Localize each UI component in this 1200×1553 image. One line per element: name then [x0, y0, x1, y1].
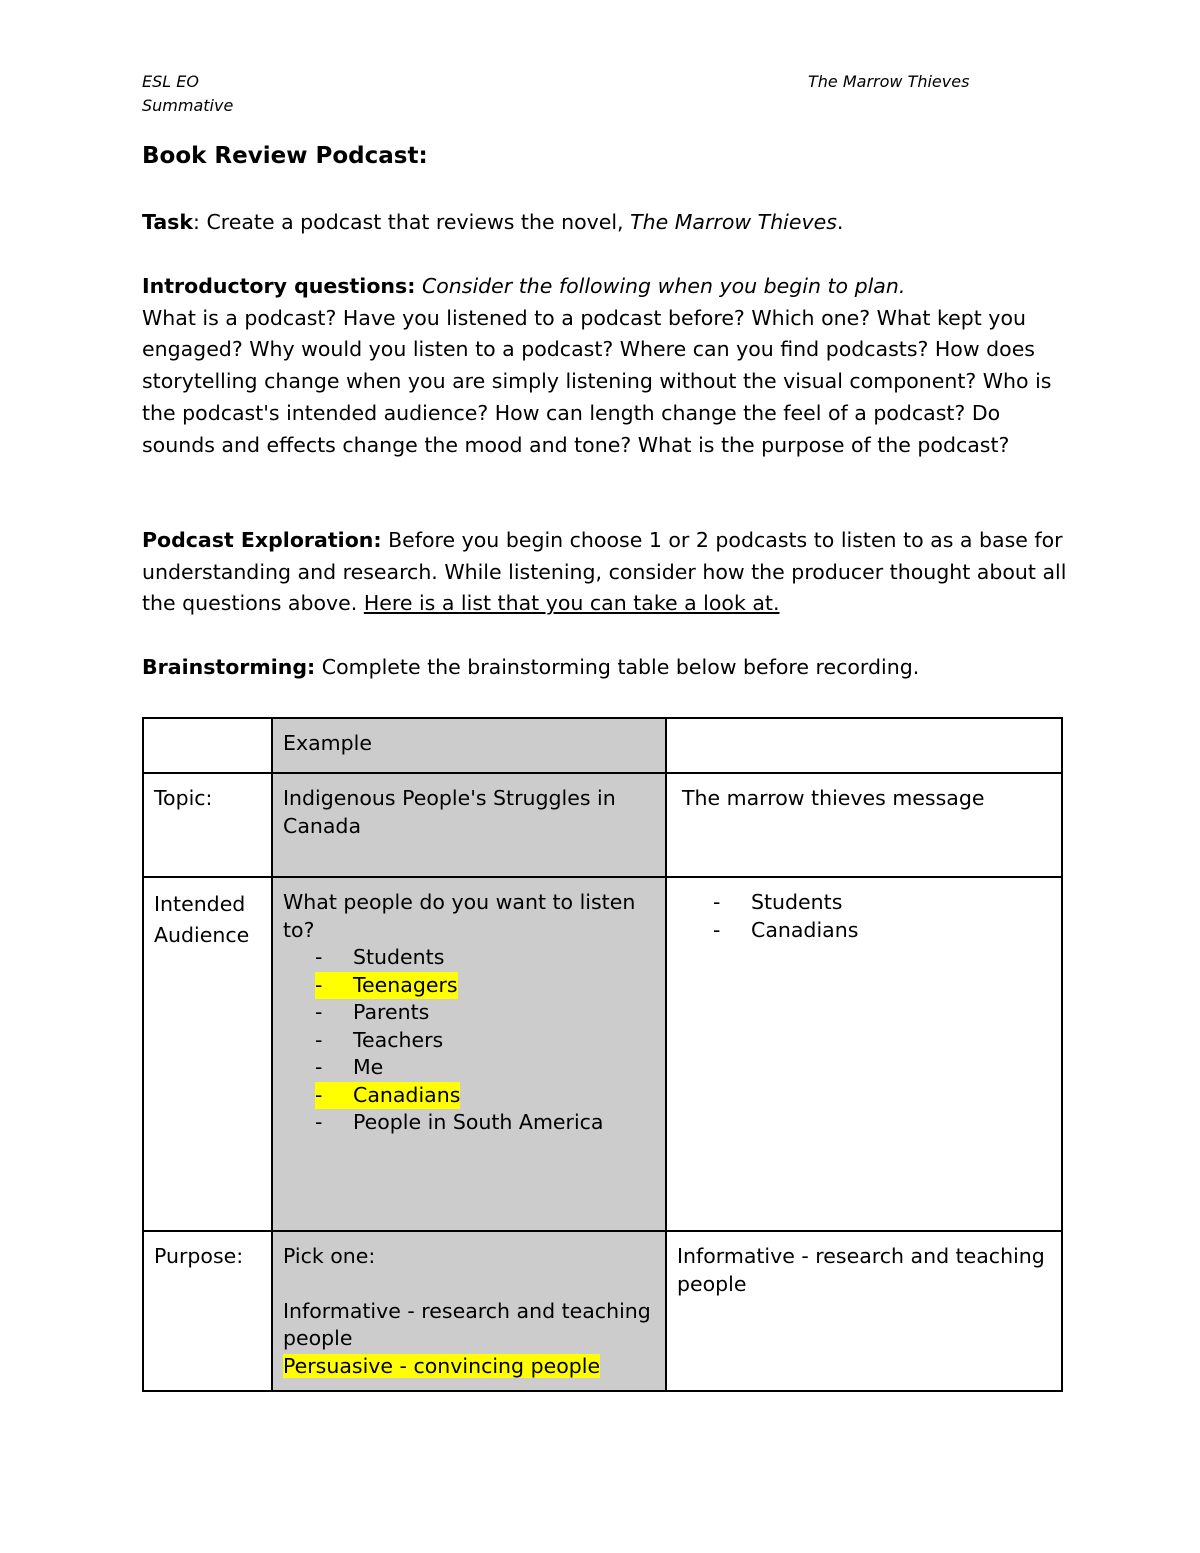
- exploration-paragraph: [142, 525, 1072, 620]
- brainstorming-table: [142, 717, 1063, 1392]
- exploration-text: Before you begin choose 1 or 2 podcasts to listen to as a base for understanding and research. While listening, consider how the producer thought about all the questions above.: [142, 528, 1067, 616]
- intro-label: Introductory questions:: [142, 274, 416, 298]
- audience-row: [143, 877, 1062, 1231]
- table-header-row: [143, 718, 1062, 773]
- intro-paragraph: [142, 271, 1072, 461]
- audience-example-list: [283, 944, 655, 1137]
- list-item: - Parents: [315, 1000, 430, 1024]
- audience-example: [272, 877, 666, 1231]
- task-paragraph: [142, 207, 1072, 239]
- list-item: - Teenagers: [315, 972, 655, 1000]
- list-item: - Students: [713, 890, 843, 914]
- exploration-label: Podcast Exploration:: [142, 528, 382, 552]
- list-item: - Teachers: [315, 1027, 444, 1052]
- header-cell-answer[interactable]: [666, 718, 1062, 773]
- purpose-example: [272, 1231, 666, 1391]
- topic-label: Topic:: [143, 773, 272, 877]
- topic-answer[interactable]: The marrow thieves message: [666, 773, 1062, 877]
- topic-example: Indigenous People's Struggles in Canada: [272, 773, 666, 877]
- assessment-type: Summative: [142, 96, 234, 115]
- purpose-label: Purpose:: [143, 1231, 272, 1391]
- header-right: The Marrow Thieves: [808, 72, 970, 91]
- podcast-list-link[interactable]: Here is a list that you can take a look at.: [363, 591, 780, 616]
- list-item: - Canadians: [315, 1082, 655, 1110]
- list-item: - Me: [315, 1055, 384, 1079]
- audience-answer-list: [677, 889, 1051, 944]
- course-code: ESL EO: [142, 72, 199, 91]
- task-novel-title: The Marrow Thieves: [630, 210, 837, 234]
- audience-example-prompt: What people do you want to listen to?: [283, 890, 636, 942]
- brainstorming-text: Complete the brainstorming table below before recording.: [315, 655, 920, 679]
- intro-instruction: Consider the following when you begin to plan.: [415, 274, 906, 298]
- intro-questions: What is a podcast? Have you listened to a podcast before? Which one? What kept you engaged? Why would you listen to a podcast? Where can you find podcasts? How does storytelling change when you are simply listening without the visual component? Who is the podcast's intended audience? How can length change the feel of a podcast? Do sounds and effects change the mood and tone? What is the purpose of the podcast?: [142, 305, 1052, 457]
- task-end: .: [836, 210, 844, 234]
- audience-label: Intended Audience: [143, 877, 272, 1231]
- brainstorming-paragraph: [142, 652, 1072, 684]
- list-item: - People in South America: [315, 1110, 604, 1134]
- list-item: - Students: [315, 945, 445, 969]
- purpose-answer[interactable]: Informative - research and teaching people: [666, 1231, 1062, 1391]
- page-title: Book Review Podcast:: [142, 143, 428, 169]
- purpose-option-informative: Informative - research and teaching people: [283, 1298, 651, 1350]
- task-label: Task: [142, 210, 194, 234]
- header-cell-label: [143, 718, 272, 773]
- header-left: [142, 70, 233, 118]
- purpose-row: [143, 1231, 1062, 1391]
- brainstorming-label: Brainstorming:: [142, 655, 316, 679]
- list-item: - Canadians: [713, 917, 859, 942]
- header-cell-example: Example: [272, 718, 666, 773]
- topic-row: [143, 773, 1062, 877]
- audience-answer[interactable]: [666, 877, 1062, 1231]
- purpose-example-prompt: Pick one:: [283, 1244, 376, 1268]
- purpose-option-persuasive: Persuasive - convincing people: [283, 1353, 601, 1378]
- task-text: : Create a podcast that reviews the novel,: [193, 210, 631, 234]
